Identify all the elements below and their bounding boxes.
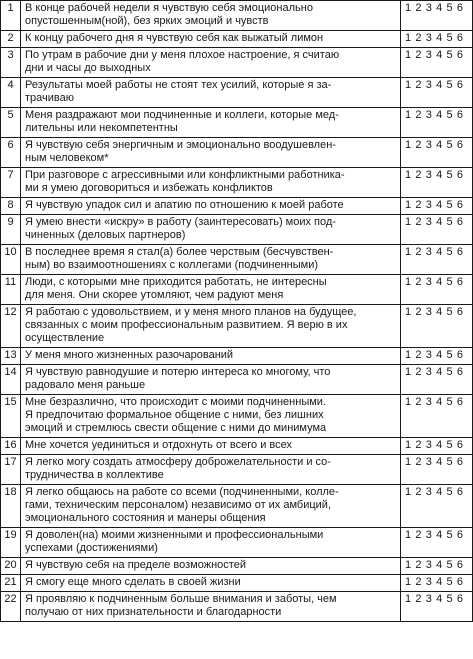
rating-scale: 1 2 3 4 5 6: [401, 438, 473, 455]
item-number: 2: [1, 31, 21, 48]
item-statement: Я легко могу создать атмосферу доброжелательности и со- трудничества в коллективе: [21, 455, 401, 485]
rating-scale: 1 2 3 4 5 6: [401, 575, 473, 592]
questionnaire-body: [1, 1, 473, 622]
table-row: [1, 365, 473, 395]
item-statement: Я работаю с удовольствием, и у меня много планов на будущее, связанных с моим профессиональным развитием. Я верю в их осуществление: [21, 305, 401, 348]
table-row: [1, 305, 473, 348]
rating-scale: 1 2 3 4 5 6: [401, 348, 473, 365]
rating-scale: 1 2 3 4 5 6: [401, 1, 473, 31]
rating-scale: 1 2 3 4 5 6: [401, 245, 473, 275]
item-number: 8: [1, 198, 21, 215]
item-number: 19: [1, 528, 21, 558]
item-number: 3: [1, 48, 21, 78]
item-statement: Я умею внести «искру» в работу (заинтересовать) моих под- чиненных (деловых партнеров): [21, 215, 401, 245]
table-row: [1, 215, 473, 245]
item-number: 15: [1, 395, 21, 438]
rating-scale: 1 2 3 4 5 6: [401, 365, 473, 395]
rating-scale: 1 2 3 4 5 6: [401, 138, 473, 168]
table-row: [1, 108, 473, 138]
table-row: [1, 245, 473, 275]
item-number: 1: [1, 1, 21, 31]
rating-scale: 1 2 3 4 5 6: [401, 558, 473, 575]
item-statement: Я чувствую себя на пределе возможностей: [21, 558, 401, 575]
rating-scale: 1 2 3 4 5 6: [401, 275, 473, 305]
item-statement: Я легко общаюсь на работе со всеми (подчиненными, колле- гами, техническим персоналом) независимо от их амбиций, эмоционального состояния и манеры общения: [21, 485, 401, 528]
rating-scale: 1 2 3 4 5 6: [401, 592, 473, 622]
rating-scale: 1 2 3 4 5 6: [401, 215, 473, 245]
rating-scale: 1 2 3 4 5 6: [401, 528, 473, 558]
rating-scale: 1 2 3 4 5 6: [401, 31, 473, 48]
rating-scale: 1 2 3 4 5 6: [401, 48, 473, 78]
item-statement: В конце рабочей недели я чувствую себя эмоционально опустошенным(ной), без ярких эмоций и чувств: [21, 1, 401, 31]
rating-scale: 1 2 3 4 5 6: [401, 198, 473, 215]
item-statement: При разговоре с агрессивными или конфликтными работника- ми я умею договориться и избежать конфликтов: [21, 168, 401, 198]
table-row: [1, 198, 473, 215]
table-row: [1, 78, 473, 108]
table-row: [1, 575, 473, 592]
item-statement: Я чувствую равнодушие и потерю интереса ко многому, что радовало меня раньше: [21, 365, 401, 395]
item-number: 6: [1, 138, 21, 168]
rating-scale: 1 2 3 4 5 6: [401, 455, 473, 485]
item-number: 4: [1, 78, 21, 108]
item-statement: В последнее время я стал(а) более черствым (бесчувствен- ным) во взаимоотношениях с коллегами (подчиненными): [21, 245, 401, 275]
table-row: [1, 138, 473, 168]
item-number: 22: [1, 592, 21, 622]
item-statement: Меня раздражают мои подчиненные и коллеги, которые мед- лительны или некомпетентны: [21, 108, 401, 138]
table-row: [1, 31, 473, 48]
rating-scale: 1 2 3 4 5 6: [401, 395, 473, 438]
item-number: 16: [1, 438, 21, 455]
table-row: [1, 558, 473, 575]
rating-scale: 1 2 3 4 5 6: [401, 485, 473, 528]
item-statement: Результаты моей работы не стоят тех усилий, которые я за- трачиваю: [21, 78, 401, 108]
table-row: [1, 455, 473, 485]
table-row: [1, 528, 473, 558]
table-row: [1, 592, 473, 622]
rating-scale: 1 2 3 4 5 6: [401, 305, 473, 348]
item-statement: Я доволен(на) моими жизненными и профессиональными успехами (достижениями): [21, 528, 401, 558]
item-statement: Я чувствую упадок сил и апатию по отношению к моей работе: [21, 198, 401, 215]
rating-scale: 1 2 3 4 5 6: [401, 108, 473, 138]
table-row: [1, 48, 473, 78]
table-row: [1, 1, 473, 31]
item-number: 9: [1, 215, 21, 245]
item-statement: По утрам в рабочие дни у меня плохое настроение, я считаю дни и часы до выходных: [21, 48, 401, 78]
item-number: 20: [1, 558, 21, 575]
table-row: [1, 395, 473, 438]
item-number: 18: [1, 485, 21, 528]
table-row: [1, 438, 473, 455]
item-number: 10: [1, 245, 21, 275]
item-number: 7: [1, 168, 21, 198]
item-statement: Я проявляю к подчиненным больше внимания и заботы, чем получаю от них признательности и благодарности: [21, 592, 401, 622]
item-number: 13: [1, 348, 21, 365]
item-number: 17: [1, 455, 21, 485]
item-statement: Мне безразлично, что происходит с моими подчиненными. Я предпочитаю формальное общение с ними, без лишних эмоций и стремлюсь свести общение с ними до минимума: [21, 395, 401, 438]
item-statement: Мне хочется уединиться и отдохнуть от всего и всех: [21, 438, 401, 455]
item-statement: У меня много жизненных разочарований: [21, 348, 401, 365]
table-row: [1, 275, 473, 305]
item-number: 21: [1, 575, 21, 592]
item-statement: Я чувствую себя энергичным и эмоционально воодушевлен- ным человеком*: [21, 138, 401, 168]
item-number: 12: [1, 305, 21, 348]
table-row: [1, 485, 473, 528]
table-row: [1, 168, 473, 198]
table-row: [1, 348, 473, 365]
item-statement: Я смогу еще много сделать в своей жизни: [21, 575, 401, 592]
item-number: 14: [1, 365, 21, 395]
rating-scale: 1 2 3 4 5 6: [401, 168, 473, 198]
item-number: 5: [1, 108, 21, 138]
item-statement: Люди, с которыми мне приходится работать, не интересны для меня. Они скорее утомляют, чем радуют меня: [21, 275, 401, 305]
item-statement: К концу рабочего дня я чувствую себя как выжатый лимон: [21, 31, 401, 48]
rating-scale: 1 2 3 4 5 6: [401, 78, 473, 108]
item-number: 11: [1, 275, 21, 305]
